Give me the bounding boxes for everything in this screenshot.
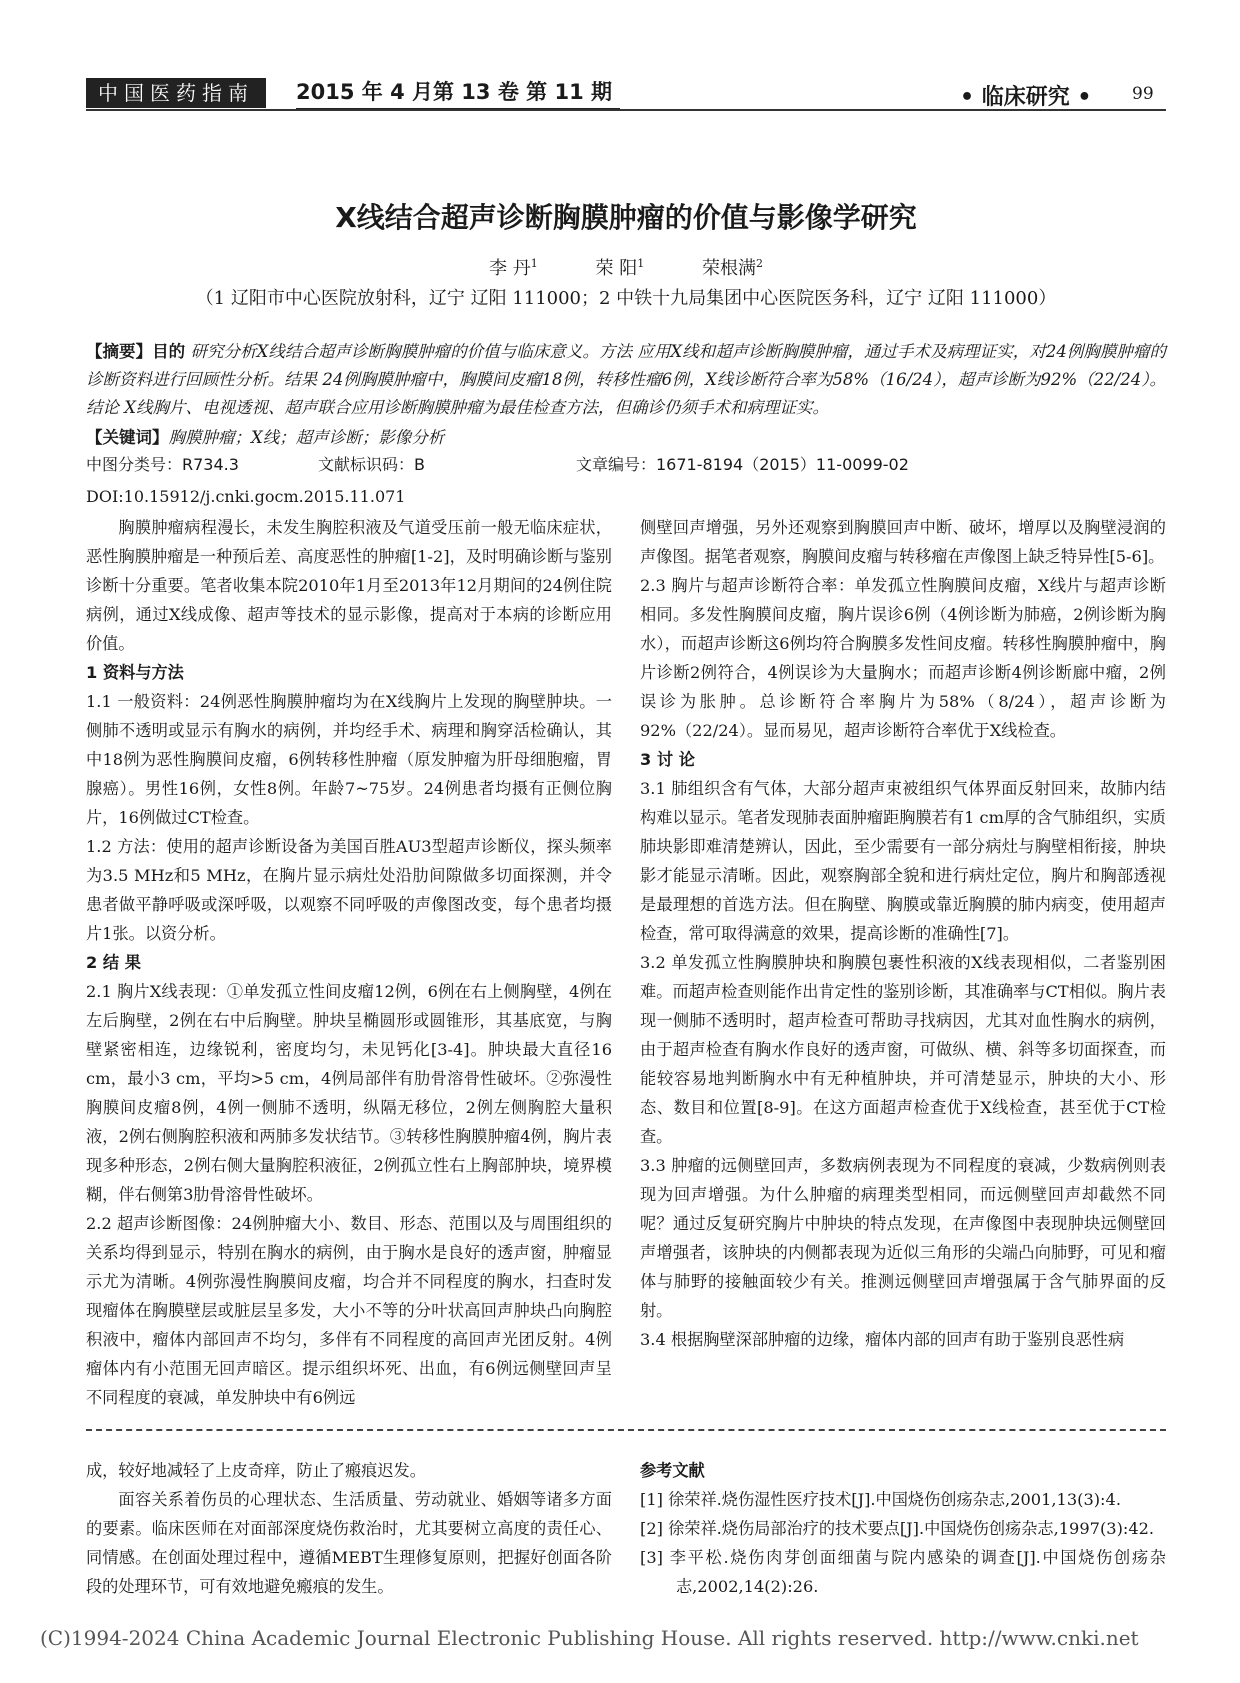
section-heading: 3 讨 论: [640, 750, 695, 769]
continued-column-left: [86, 1456, 612, 1601]
journal-name: 中国医药指南: [86, 78, 266, 108]
references-heading: 参考文献: [640, 1461, 705, 1480]
dashed-divider: [86, 1429, 1166, 1431]
issue-info: 2015 年 4 月第 13 卷 第 11 期: [296, 76, 620, 110]
abstract-text: 研究分析X线结合超声诊断胸膜肿瘤的价值与临床意义。方法 应用X线和超声诊断胸膜肿瘤，通过手术及病理证实，对24例胸膜肿瘤的诊断资料进行回顾性分析。结果 24例胸膜肿瘤中，胸膜间皮瘤18例，转移性瘤6例，X线诊断符合率为58%（16/24），超声诊断为92%（22/24）。结论 X线胸片、电视透视、超声联合应用诊断胸膜肿瘤为最佳检查方法，但确诊仍须手术和病理证实。: [86, 342, 1166, 417]
keywords-text: 胸膜肿瘤；X线；超声诊断；影像分析: [168, 428, 445, 447]
page-number: 99: [1132, 84, 1154, 104]
abstract: [86, 338, 1166, 422]
paragraph: 1.2 方法：使用的超声诊断设备为美国百胜AU3型超声诊断仪，探头频率为3.5 MHz和5 MHz，在胸片显示病灶处沿肋间隙做多切面探测，并令患者做平静呼吸或深呼吸，以观察不同呼吸的声像图改变，每个患者均摄片1张。以资分析。: [86, 837, 612, 943]
paragraph: 3.2 单发孤立性胸膜肿块和胸膜包裹性积液的X线表现相似，二者鉴别困难。而超声检查则能作出肯定性的鉴别诊断，其准确率与CT相似。胸片表现一侧肺不透明时，超声检查可帮助寻找病因，尤其对血性胸水的病例，由于超声检查有胸水作良好的透声窗，可做纵、横、斜等多切面探查，而能较容易地判断胸水中有无种植肿块，并可清楚显示，肿块的大小、形态、数目和位置[8-9]。在这方面超声检查优于X线检查，甚至优于CT检查。: [640, 953, 1166, 1146]
body-column-left: [86, 513, 612, 1412]
paragraph: 侧壁回声增强，另外还观察到胸膜回声中断、破坏，增厚以及胸壁浸润的声像图。据笔者观察，胸膜间皮瘤与转移瘤在声像图上缺乏特异性[5-6]。: [640, 518, 1166, 566]
paragraph: 胸膜肿瘤病程漫长，未发生胸腔积液及气道受压前一般无临床症状，恶性胸膜肿瘤是一种预后差、高度恶性的肿瘤[1-2]，及时明确诊断与鉴别诊断十分重要。笔者收集本院2010年1月至2013年12月期间的24例住院病例，通过X线成像、超声等技术的显示影像，提高对于本病的诊断应用价值。: [86, 518, 612, 653]
paragraph: 2.2 超声诊断图像：24例肿瘤大小、数目、形态、范围以及与周围组织的关系均得到显示，特别在胸水的病例，由于胸水是良好的透声窗，肿瘤显示尤为清晰。4例弥漫性胸膜间皮瘤，均合并不同程度的胸水，扫查时发现瘤体在胸膜壁层或脏层呈多发，大小不等的分叶状高回声肿块凸向胸腔积液中，瘤体内部回声不均匀，多伴有不同程度的高回声光团反射。4例瘤体内有小范围无回声暗区。提示组织坏死、出血，有6例远侧壁回声呈不同程度的衰减，单发肿块中有6例远: [86, 1214, 612, 1407]
body-column-right: [640, 513, 1166, 1354]
paragraph: 面容关系着伤员的心理状态、生活质量、劳动就业、婚姻等诸多方面的要素。临床医师在对面部深度烧伤救治时，尤其要树立高度的责任心、同情感。在创面处理过程中，遵循MEBT生理修复原则，把握好创面各阶段的处理环节，可有效地避免瘢痕的发生。: [86, 1490, 612, 1596]
section-heading: 1 资料与方法: [86, 663, 184, 682]
references: [640, 1456, 1166, 1601]
author: 李 丹$^1$: [489, 257, 538, 279]
author-list: [86, 254, 1166, 280]
section-tag: • 临床研究 •: [960, 85, 1092, 110]
paragraph: 3.4 根据胸壁深部肿瘤的边缘，瘤体内部的回声有助于鉴别良恶性病: [640, 1330, 1125, 1349]
paragraph: 成，较好地减轻了上皮奇痒，防止了瘢痕迟发。: [86, 1461, 426, 1480]
keywords: [86, 424, 1166, 448]
reference-item: [3] 李平松.烧伤肉芽创面细菌与院内感染的调查[J].中国烧伤创疡杂志,2002,14(2):26.: [640, 1548, 1166, 1596]
paragraph: 2.3 胸片与超声诊断符合率：单发孤立性胸膜间皮瘤，X线片与超声诊断相同。多发性胸膜间皮瘤，胸片误诊6例（4例诊断为肺癌，2例诊断为胸水），而超声诊断这6例均符合胸膜多发性间皮瘤。转移性胸膜肿瘤中，胸片诊断2例符合，4例误诊为大量胸水；而超声诊断4例诊断廊中瘤，2例误诊为胀肿。总诊断符合率胸片为58%（8/24），超声诊断为92%（22/24）。显而易见，超声诊断符合率优于X线检查。: [640, 576, 1166, 740]
author: 荣根满$^2$: [701, 257, 763, 279]
article-title: X线结合超声诊断胸膜肿瘤的价值与影像学研究: [335, 201, 917, 234]
clc-number: 中图分类号：R734.3: [86, 455, 239, 474]
article-number: 文章编号：1671-8194（2015）11-0099-02: [576, 455, 909, 474]
author: 荣 阳$^1$: [595, 257, 645, 279]
paragraph: 3.3 肿瘤的远侧壁回声，多数病例表现为不同程度的衰减，少数病例则表现为回声增强。为什么肿瘤的病理类型相同，而远侧壁回声却截然不同呢？通过反复研究胸片中肿块的特点发现，在声像图中表现肿块远侧壁回声增强者，该肿块的内侧都表现为近似三角形的尖端凸向肺野，可见和瘤体与肺野的接触面较少有关。推测远侧壁回声增强属于含气肺界面的反射。: [640, 1156, 1166, 1320]
reference-item: [1] 徐荣祥.烧伤湿性医疗技术[J].中国烧伤创疡杂志,2001,13(3):4.: [640, 1490, 1121, 1509]
affiliation: （1 辽阳市中心医院放射科，辽宁 辽阳 111000；2 中铁十九局集团中心医院医务科，辽宁 辽阳 111000）: [195, 288, 1057, 309]
reference-item: [2] 徐荣祥.烧伤局部治疗的技术要点[J].中国烧伤创疡杂志,1997(3):42.: [640, 1519, 1155, 1538]
keywords-label: 【关键词】: [86, 428, 169, 447]
paragraph: 3.1 肺组织含有气体，大部分超声束被组织气体界面反射回来，故肺内结构难以显示。笔者发现肺表面肿瘤距胸膜若有1 cm厚的含气肺组织，实质肺块影即难清楚辨认，因此，至少需要有一部分病灶与胸壁相衔接，肿块影才能显示清晰。因此，观察胸部全貌和进行病灶定位，胸片和胸部透视是最理想的首选方法。但在胸壁、胸膜或靠近胸膜的肺内病变，使用超声检查，常可取得满意的效果，提高诊断的准确性[7]。: [640, 779, 1166, 943]
abstract-label: 【摘要】目的: [86, 342, 186, 361]
paragraph: 1.1 一般资料：24例恶性胸膜肿瘤均为在X线胸片上发现的胸壁肿块。一侧肺不透明或显示有胸水的病例，并均经手术、病理和胸穿活检确认，其中18例为恶性胸膜间皮瘤，6例转移性肿瘤（原发肿瘤为肝母细胞瘤，胃腺癌）。男性16例，女性8例。年龄7~75岁。24例患者均摄有正侧位胸片，16例做过CT检查。: [86, 692, 612, 827]
copyright-footer: (C)1994-2024 China Academic Journal Electronic Publishing House. All rights reserved. http://www.cnki.net: [40, 1626, 1139, 1650]
paragraph: 2.1 胸片X线表现：①单发孤立性间皮瘤12例，6例在右上侧胸壁，4例在左后胸壁，2例在右中后胸壁。肿块呈椭圆形或圆锥形，其基底宽，与胸壁紧密相连，边缘锐利，密度均匀，未见钙化[3-4]。肿块最大直径16 cm，最小3 cm，平均>5 cm，4例局部伴有肋骨溶骨性破坏。②弥漫性胸膜间皮瘤8例，4例一侧肺不透明，纵隔无移位，2例左侧胸腔大量积液，2例右侧胸腔积液和两肺多发状结节。③转移性胸膜肿瘤4例，胸片表现多种形态，2例右侧大量胸腔积液征，2例孤立性右上胸部肿块，境界模糊，伴右侧第3肋骨溶骨性破坏。: [86, 982, 612, 1204]
section-heading: 2 结 果: [86, 953, 141, 972]
document-code: 文献标识码：B: [318, 455, 425, 474]
doi: DOI:10.15912/j.cnki.gocm.2015.11.071: [86, 487, 406, 506]
